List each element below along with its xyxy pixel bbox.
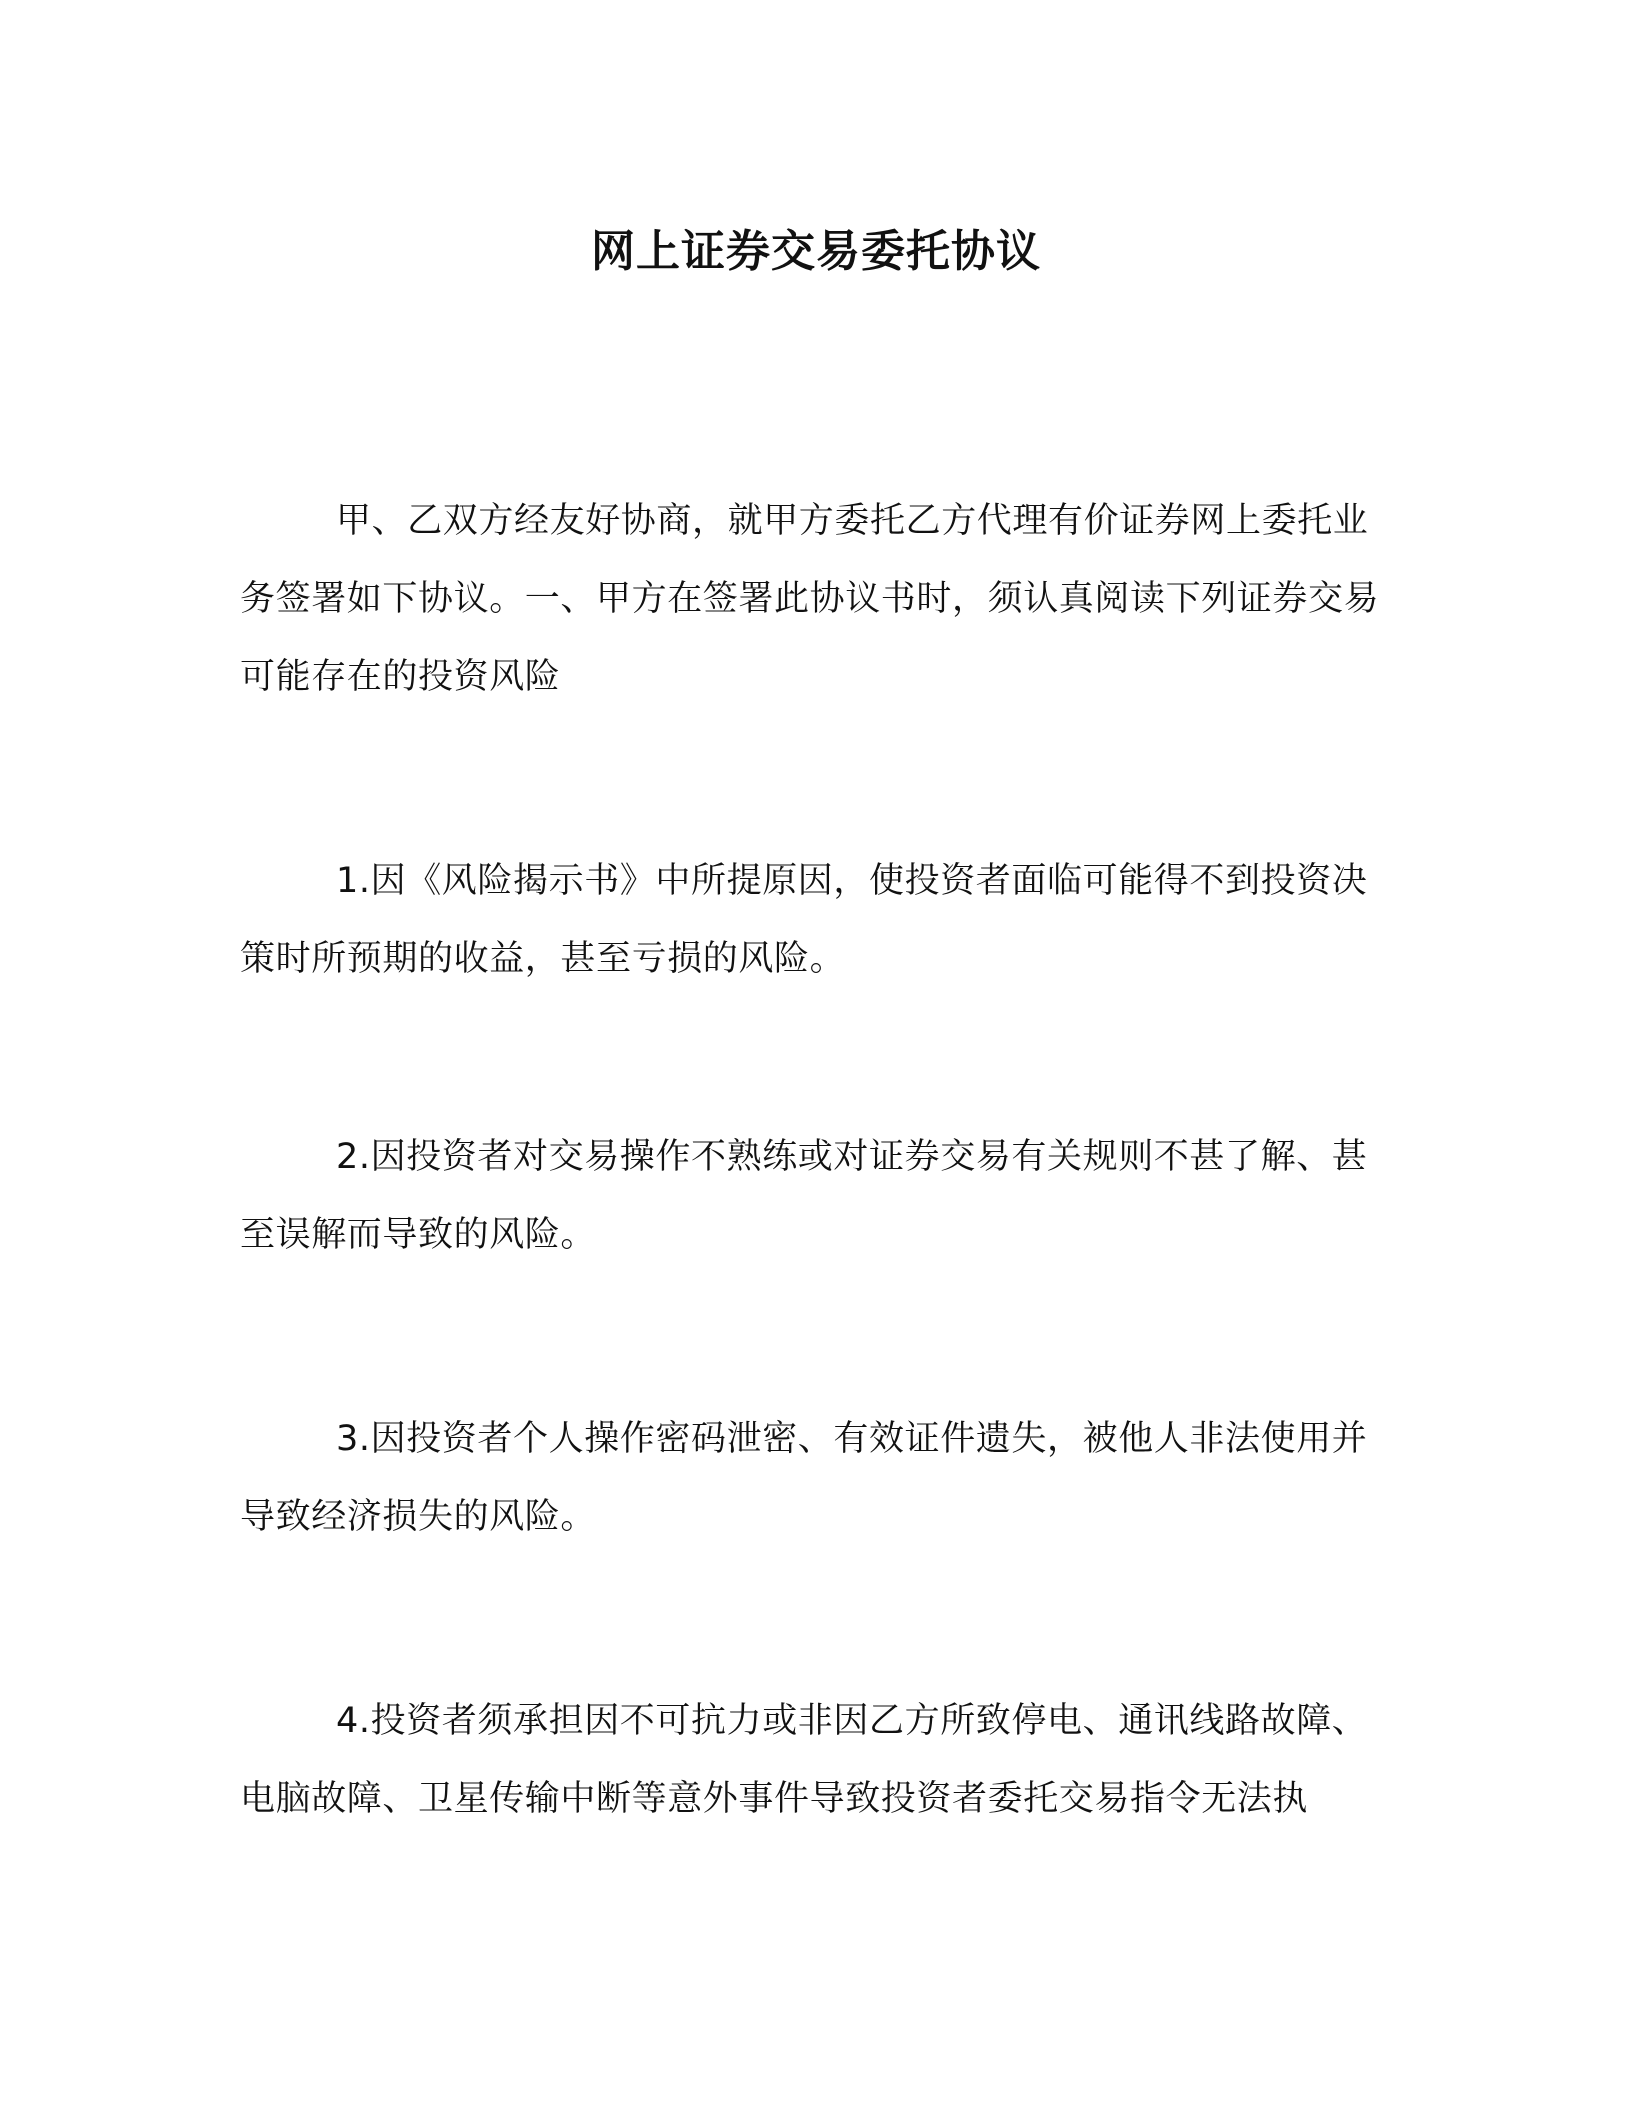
document-title: 网上证券交易委托协议 [591, 226, 1041, 277]
paragraph-risk-4: 4.投资者须承担因不可抗力或非因乙方所致停电、通讯线路故障、电脑故障、卫星传输中断等意外事件导致投资者委托交易指令无法执 [240, 1701, 1368, 1819]
paragraph-risk-3: 3.因投资者个人操作密码泄密、有效证件遗失，被他人非法使用并导致经济损失的风险。 [240, 1419, 1368, 1537]
paragraph-intro: 甲、乙双方经友好协商，就甲方委托乙方代理有价证券网上委托业务签署如下协议。一、甲方在签署此协议书时，须认真阅读下列证券交易可能存在的投资风险 [240, 501, 1380, 697]
paragraph-risk-2: 2.因投资者对交易操作不熟练或对证券交易有关规则不甚了解、甚至误解而导致的风险。 [240, 1137, 1368, 1255]
paragraph-risk-1: 1.因《风险揭示书》中所提原因，使投资者面临可能得不到投资决策时所预期的收益，甚至亏损的风险。 [240, 861, 1368, 979]
